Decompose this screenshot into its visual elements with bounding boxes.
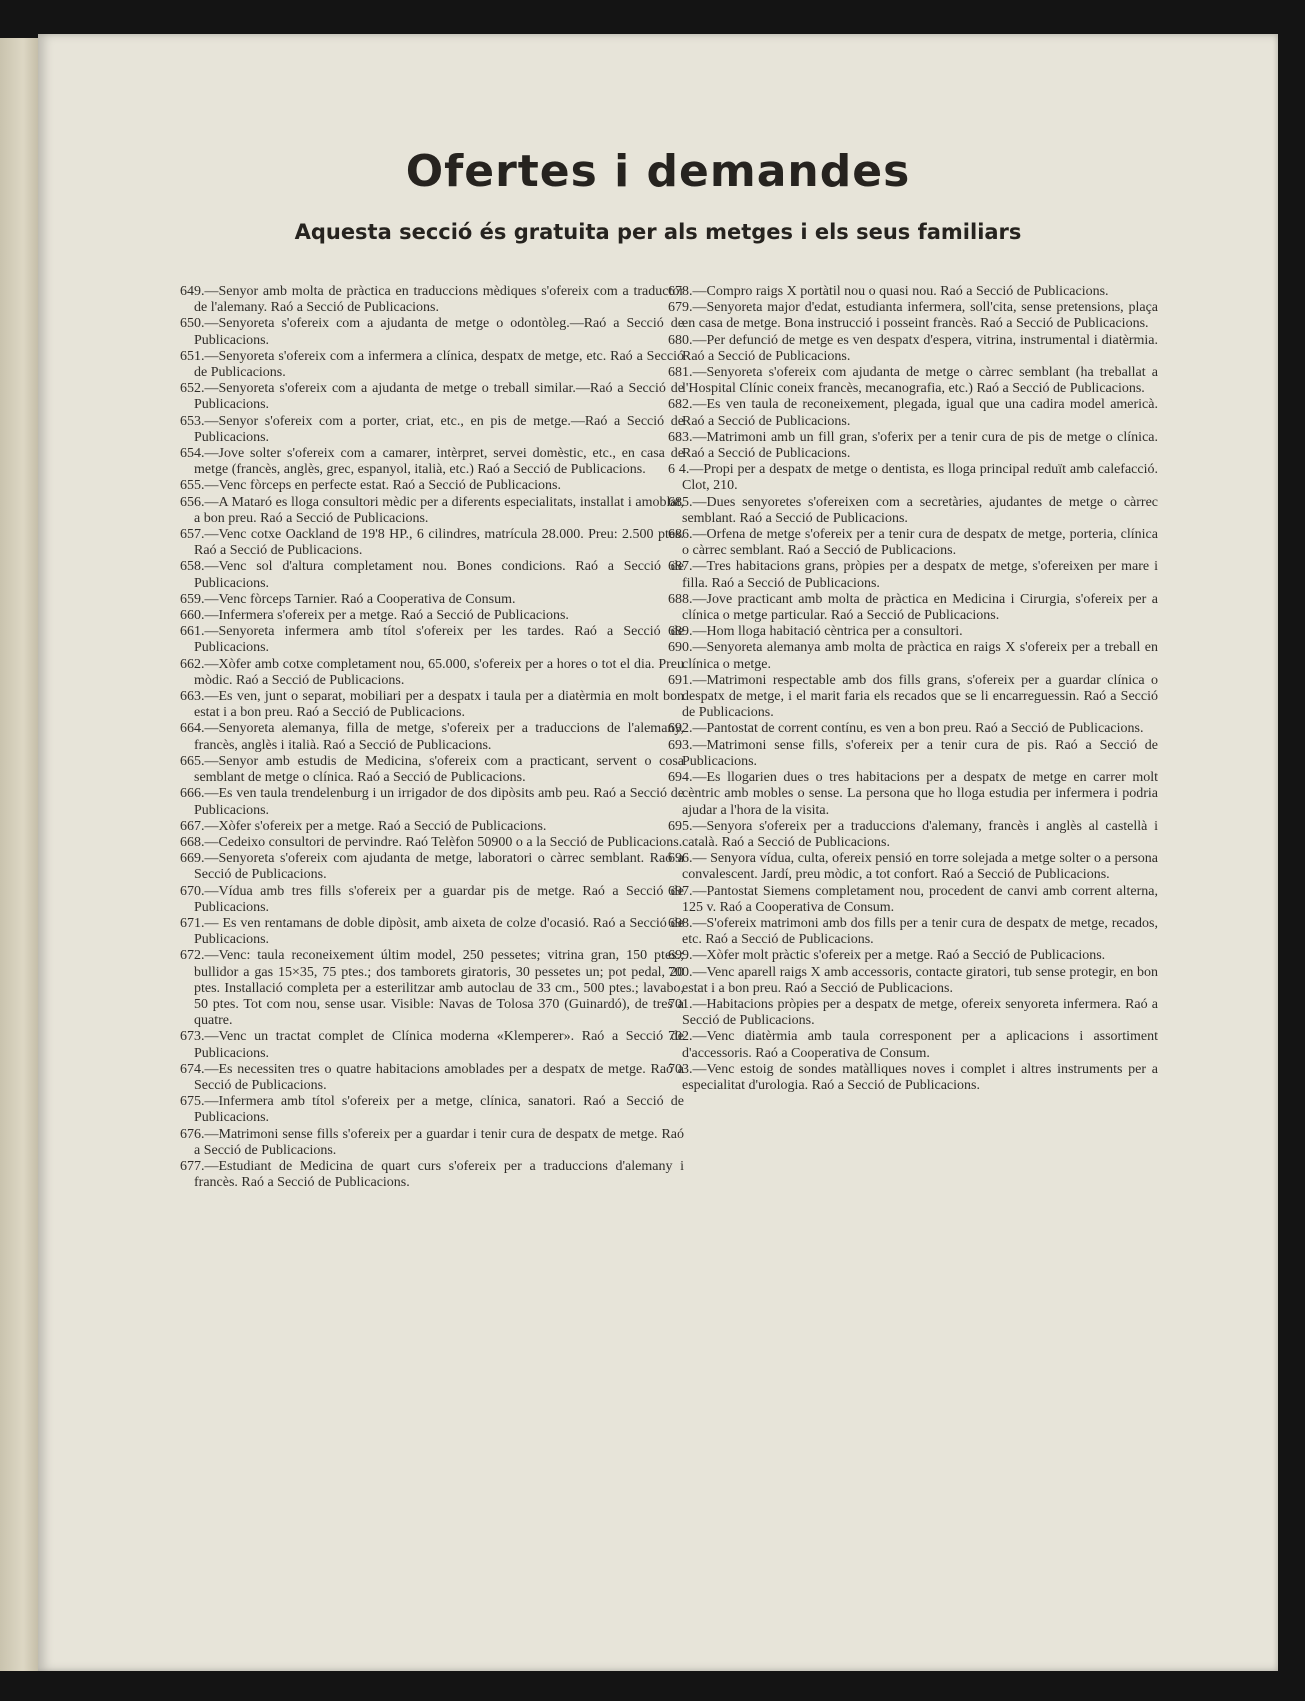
ad-entry: 674.—Es necessiten tres o quatre habitacions amoblades per a despatx de metge. Raó a Secció de Publicacions. <box>180 1061 684 1093</box>
ad-entry: 660.—Infermera s'ofereix per a metge. Raó a Secció de Publicacions. <box>180 608 569 624</box>
ad-entry: 666.—Es ven taula trendelenburg i un irrigador de dos dipòsits amb peu. Raó a Secció de Publicacions. <box>180 786 684 818</box>
ad-entry: 650.—Senyoreta s'ofereix com a ajudanta de metge o odontòleg.—Raó a Secció de Publicacions. <box>180 316 684 348</box>
ad-entry: 669.—Senyoreta s'ofereix com ajudanta de metge, laboratori o càrrec semblant. Raó a Secció de Publicacions. <box>180 851 684 883</box>
ad-entry: 651.—Senyoreta s'ofereix com a infermera a clínica, despatx de metge, etc. Raó a Secció de Publicacions. <box>180 348 684 381</box>
ad-entry: 662.—Xòfer amb cotxe completament nou, 65.000, s'ofereix per a hores o tot el dia. Preu mòdic. Raó a Secció de Publicacions. <box>180 656 684 688</box>
ad-entry: 663.—Es ven, junt o separat, mobiliari per a despatx i taula per a diatèrmia en molt bon estat i a bon preu. Raó a Secció de Publicacions. <box>180 689 684 721</box>
right-column <box>668 284 1158 1094</box>
ad-entry: 698.—S'ofereix matrimoni amb dos fills per a tenir cura de despatx de metge, recados, etc. Raó a Secció de Publicacions. <box>668 915 1158 948</box>
ad-entry: 677.—Estudiant de Medicina de quart curs s'ofereix per a traduccions d'alemany i francès. Raó a Secció de Publicacions. <box>180 1158 684 1191</box>
ad-entry: 687.—Tres habitacions grans, pròpies per a despatx de metge, s'ofereixen per mare i filla. Raó a Secció de Publicacions. <box>668 559 1158 591</box>
ad-entry: 673.—Venc un tractat complet de Clínica moderna «Klemperer». Raó a Secció de Publicacions. <box>180 1029 684 1061</box>
ad-entry: 691.—Matrimoni respectable amb dos fills grans, s'ofereix per a guardar clínica o despatx de metge, i el marit faria els recados que se li encarreguessin. Raó a Secció de Publicacions. <box>668 672 1158 721</box>
ad-entry: 665.—Senyor amb estudis de Medicina, s'ofereix com a practicant, servent o cosa semblant de metge o clínica. Raó a Secció de Publicacions. <box>180 753 684 786</box>
ad-entry: 681.—Senyoreta s'ofereix com ajudanta de metge o càrrec semblant (ha treballat a l'Hospital Clínic coneix francès, mecanografia, etc.) Raó a Secció de Publicacions. <box>668 365 1158 397</box>
book-spine-edge <box>0 38 42 1671</box>
ad-entry: 668.—Cedeixo consultori de pervindre. Raó Telèfon 50900 o a la Secció de Publicacions. <box>180 834 683 850</box>
ad-entry: 658.—Venc sol d'altura completament nou. Bones condicions. Raó a Secció de Publicacions. <box>180 559 684 591</box>
ad-entry: 685.—Dues senyoretes s'ofereixen com a secretàries, ajudantes de metge o càrrec semblant. Raó a Secció de Publicacions. <box>668 494 1158 526</box>
ad-entry: 690.—Senyoreta alemanya amb molta de pràctica en raigs X s'ofereix per a treball en clínica o metge. <box>668 640 1158 672</box>
ad-entry: 652.—Senyoreta s'ofereix com a ajudanta de metge o treball similar.—Raó a Secció de Publicacions. <box>180 381 684 413</box>
ad-entry: 682.—Es ven taula de reconeixement, plegada, igual que una cadira model americà. Raó a Secció de Publicacions. <box>668 397 1158 429</box>
ad-entry: 702.—Venc diatèrmia amb taula corresponent per a aplicacions i assortiment d'accessoris. Raó a Cooperativa de Consum. <box>668 1029 1158 1061</box>
ad-entry: 694.—Es llogarien dues o tres habitacions per a despatx de metge en carrer molt cèntric amb mobles o sense. La persona que ho lloga estudia per infermera i podria ajudar a l'hora de la visita. <box>668 770 1158 818</box>
ad-entry: 689.—Hom lloga habitació cèntrica per a consultori. <box>668 624 963 640</box>
ad-entry: 6 4.—Propi per a despatx de metge o dentista, es lloga principal reduït amb calefacció. Clot, 210. <box>668 462 1158 494</box>
ad-entry: 697.—Pantostat Siemens completament nou, procedent de canvi amb corrent alterna, 125 v. Raó a Cooperativa de Consum. <box>668 883 1158 915</box>
ad-entry: 683.—Matrimoni amb un fill gran, s'oferix per a tenir cura de pis de metge o clínica. Raó a Secció de Publicacions. <box>668 429 1158 462</box>
page-subtitle: Aquesta secció és gratuita per als metges i els seus familiars <box>294 220 1022 244</box>
ad-entry: 680.—Per defunció de metge es ven despatx d'espera, vitrina, instrumental i diatèrmia. Raó a Secció de Publicacions. <box>668 332 1158 364</box>
ad-entry: 701.—Habitacions pròpies per a despatx de metge, ofereix senyoreta infermera. Raó a Secció de Publicacions. <box>668 996 1158 1029</box>
ad-entry: 654.—Jove solter s'ofereix com a camarer, intèrpret, servei domèstic, etc., en casa de metge (francès, anglès, grec, espanyol, italià, etc.) Raó a Secció de Publicacions. <box>180 446 684 478</box>
ad-entry: 699.—Xòfer molt pràctic s'ofereix per a metge. Raó a Secció de Publicacions. <box>668 948 1106 964</box>
ad-entry: 695.—Senyora s'ofereix per a traduccions d'alemany, francès i anglès al castellà i català. Raó a Secció de Publicacions. <box>668 818 1158 850</box>
ad-entry: 661.—Senyoreta infermera amb títol s'ofereix per les tardes. Raó a Secció de Publicacions. <box>180 624 684 656</box>
ad-entry: 676.—Matrimoni sense fills s'ofereix per a guardar i tenir cura de despatx de metge. Raó a Secció de Publicacions. <box>180 1126 684 1158</box>
document-page <box>38 34 1278 1671</box>
ad-entry: 700.—Venc aparell raigs X amb accessoris, contacte giratori, tub sense protegir, en bon estat i a bon preu. Raó a Secció de Publicacions. <box>668 964 1158 996</box>
ad-entry: 692.—Pantostat de corrent contínu, es ven a bon preu. Raó a Secció de Publicacions. <box>668 721 1144 737</box>
ad-entry: 686.—Orfena de metge s'ofereix per a tenir cura de despatx de metge, porteria, clínica o càrrec semblant. Raó a Secció de Publicacions. <box>668 527 1158 559</box>
ad-entry: 675.—Infermera amb títol s'ofereix per a metge, clínica, sanatori. Raó a Secció de Publicacions. <box>180 1094 684 1126</box>
ad-entry: 696.— Senyora vídua, culta, ofereix pensió en torre solejada a metge solter o a persona convalescent. Jardí, preu mòdic, a tot confort. Raó a Secció de Publicacions. <box>668 851 1158 883</box>
ad-entry: 670.—Vídua amb tres fills s'ofereix per a guardar pis de metge. Raó a Secció de Publicacions. <box>180 883 684 915</box>
ad-entry: 679.—Senyoreta major d'edat, estudianta infermera, soll'cita, sense pretensions, plaça en casa de metge. Bona instrucció i posseint francès. Raó a Secció de Publicacions. <box>668 300 1158 332</box>
ad-entry: 693.—Matrimoni sense fills, s'ofereix per a tenir cura de pis. Raó a Secció de Publicacions. <box>668 737 1158 769</box>
ad-entry: 667.—Xòfer s'ofereix per a metge. Raó a Secció de Publicacions. <box>180 818 547 834</box>
ad-entry: 655.—Venc fòrceps en perfecte estat. Raó a Secció de Publicacions. <box>180 478 561 494</box>
ad-entry: 688.—Jove practicant amb molta de pràctica en Medicina i Cirurgia, s'ofereix per a clínica o metge particular. Raó a Secció de Publicacions. <box>668 591 1158 624</box>
page-title: Ofertes i demandes <box>405 146 911 197</box>
ad-entry: 653.—Senyor s'ofereix com a porter, criat, etc., en pis de metge.—Raó a Secció de Publicacions. <box>180 413 684 445</box>
ad-entry: 672.—Venc: taula reconeixement últim model, 250 pessetes; vitrina gran, 150 ptes.; bullidor a gas 15×35, 75 ptes.; dos tamborets giratoris, 30 pessetes un; pot pedal, 20 ptes. Installació completa per a esterilitzar amb autoclau de 33 cm., 500 ptes.; lavabo, 50 ptes. Tot com nou, sense usar. Visible: Navas de Tolosa 370 (Guinardó), de tres a quatre. <box>180 948 684 1029</box>
ad-entry: 649.—Senyor amb molta de pràctica en traduccions mèdiques s'ofereix com a traductor de l'alemany. Raó a Secció de Publicacions. <box>180 284 684 316</box>
ad-entry: 678.—Compro raigs X portàtil nou o quasi nou. Raó a Secció de Publicacions. <box>668 284 1109 299</box>
ad-entry: 656.—A Mataró es lloga consultori mèdic per a diferents especialitats, installat i amoblat, a bon preu. Raó a Secció de Publicacions. <box>180 494 684 526</box>
ad-entry: 671.— Es ven rentamans de doble dipòsit, amb aixeta de colze d'ocasió. Raó a Secció de Publicacions. <box>180 915 684 948</box>
left-column <box>180 284 684 1191</box>
ad-entry: 657.—Venc cotxe Oackland de 19'8 HP., 6 cilindres, matrícula 28.000. Preu: 2.500 ptes. Raó a Secció de Publicacions. <box>180 527 684 559</box>
ad-entry: 659.—Venc fòrceps Tarnier. Raó a Cooperativa de Consum. <box>180 591 516 607</box>
ad-entry: 664.—Senyoreta alemanya, filla de metge, s'ofereix per a traduccions de l'alemany, francès, anglès i italià. Raó a Secció de Publicacions. <box>180 721 684 753</box>
ad-entry: 703.—Venc estoig de sondes matàlliques noves i complet i altres instruments per a especialitat d'urologia. Raó a Secció de Publicacions. <box>668 1061 1158 1093</box>
